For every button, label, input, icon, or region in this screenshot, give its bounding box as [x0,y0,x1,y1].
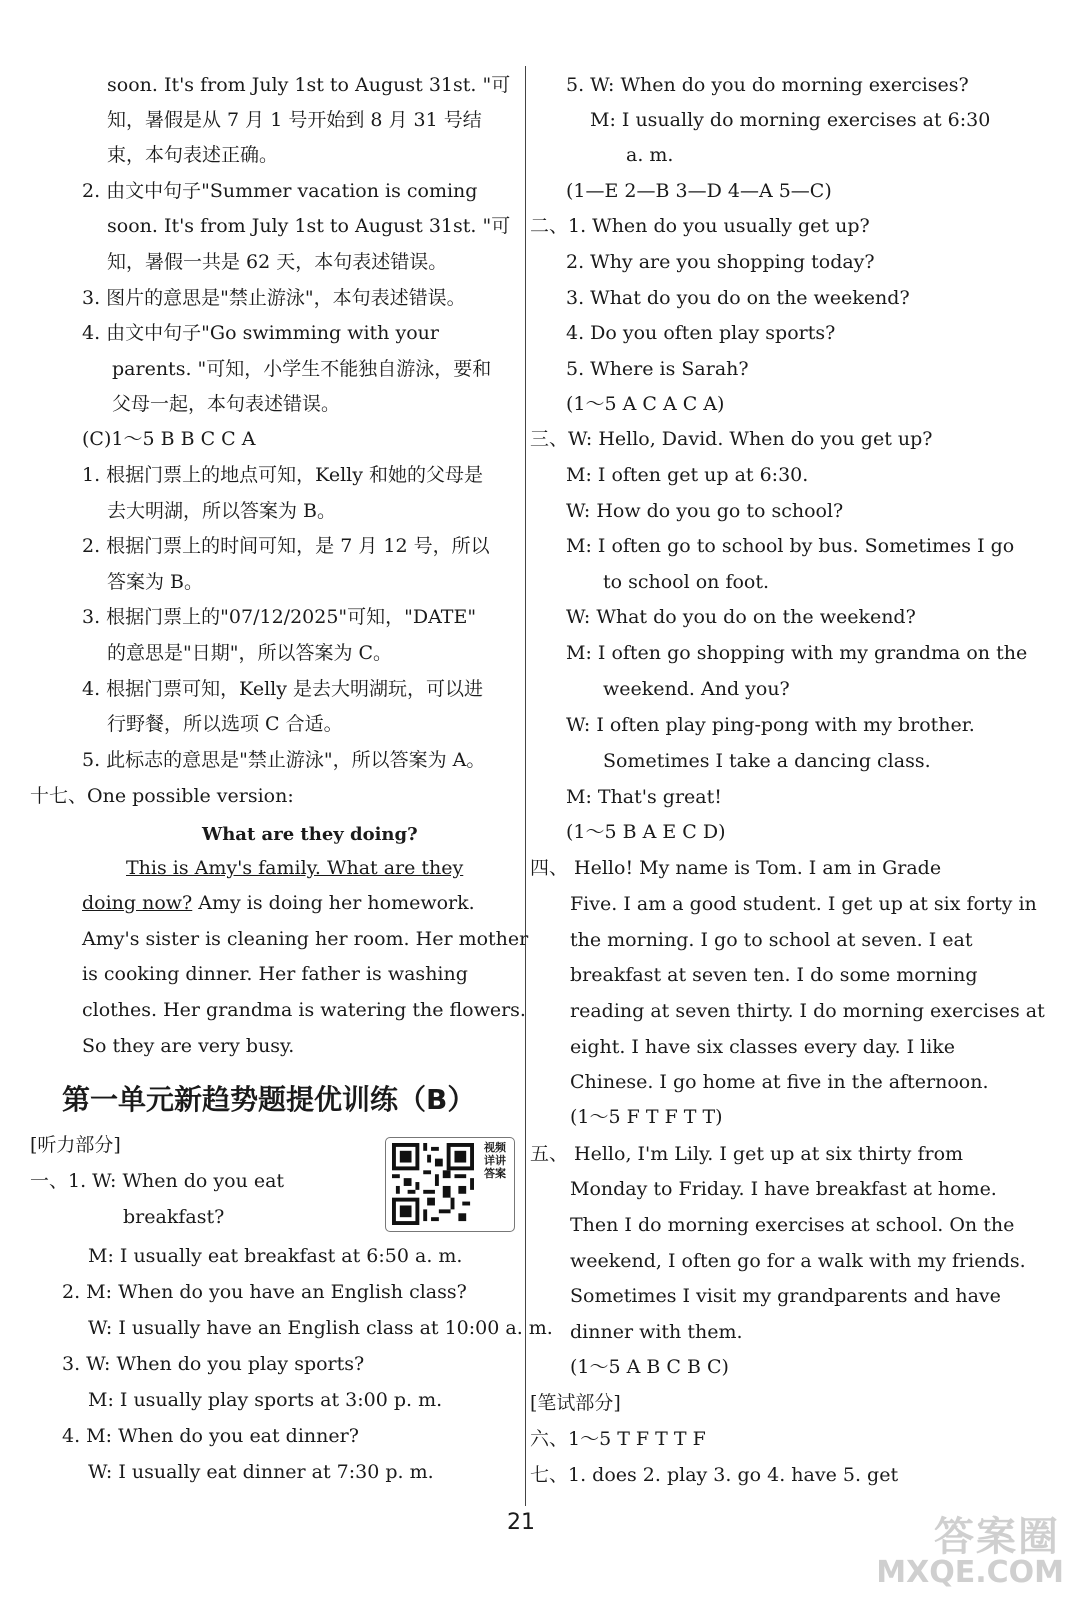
page-number: 21 [507,1510,535,1535]
dialogue-line: Sometimes I take a dancing class. [603,750,931,772]
dialogue-line: M: That's great! [566,786,722,808]
dialogue-line: W: I often play ping-pong with my brother. [566,714,975,736]
passage-line: Sometimes I visit my grandparents and have [570,1285,1001,1307]
qr-code-box[interactable] [385,1137,515,1232]
passage-line: weekend, I often go for a walk with my friends. [570,1250,1026,1272]
text-line: 4. 根据门票可知，Kelly 是去大明湖玩，可以进 [82,678,484,700]
watermark-url: MXQE.COM [876,1555,1064,1590]
text-line: 3. 图片的意思是"禁止游泳"，本句表述错误。 [82,287,466,309]
answer-line: (1～5 F T F T T) [570,1106,723,1128]
question-line: 4. Do you often play sports? [566,322,836,344]
essay-line: So they are very busy. [82,1035,295,1057]
qr-code-icon [392,1143,474,1225]
dialogue-line: 3. W: When do you play sports? [62,1353,365,1375]
passage-line: 四、 Hello! My name is Tom. I am in Grade [530,857,942,879]
dialogue-line: M: I usually do morning exercises at 6:30 [590,109,991,131]
qr-caption: 视频详讲答案 [484,1141,506,1180]
passage-line: Five. I am a good student. I get up at six forty in [570,893,1037,915]
essay-text: Amy is doing her homework. [192,892,475,914]
text-line: 2. 由文中句子"Summer vacation is coming [82,180,478,202]
dialogue-line: M: I often go shopping with my grandma on the [566,642,1028,664]
passage-line: Then I do morning exercises at school. On the [570,1214,1015,1236]
dialogue-line: M: I usually eat breakfast at 6:50 a. m. [88,1245,463,1267]
dialogue-line: to school on foot. [603,571,770,593]
dialogue-line: W: How do you go to school? [566,500,844,522]
dialogue-line: breakfast? [123,1206,225,1228]
passage-line: Monday to Friday. I have breakfast at home. [570,1178,997,1200]
passage-line: eight. I have six classes every day. I like [570,1036,956,1058]
text-line: parents. "可知，小学生不能独自游泳，要和 [112,358,492,380]
watermark-logo [876,1505,1070,1595]
dialogue-line: M: I usually play sports at 3:00 p. m. [88,1389,443,1411]
unit-heading: 第一单元新趋势题提优训练（B） [62,1083,476,1116]
dialogue-line: 一、1. W: When do you eat [30,1170,285,1192]
section-label: [听力部分] [30,1134,121,1156]
dialogue-line: 三、W: Hello, David. When do you get up? [530,428,933,450]
dialogue-line: a. m. [626,144,674,166]
text-line: 3. 根据门票上的"07/12/2025"可知，"DATE" [82,606,477,628]
essay-line [82,888,475,918]
question-line: 二、1. When do you usually get up? [530,215,870,237]
dialogue-line: 2. M: When do you have an English class? [62,1281,467,1303]
dialogue-line: weekend. And you? [603,678,790,700]
dialogue-line: W: I usually have an English class at 10:00 a. m. [88,1317,553,1339]
section-label: [笔试部分] [530,1392,621,1414]
passage-line: dinner with them. [570,1321,743,1343]
text-line: 知，暑假是从 7 月 1 号开始到 8 月 31 号结 [107,109,482,131]
dialogue-line: M: I often get up at 6:30. [566,464,809,486]
answer-line: 六、1～5 T F T T F [530,1428,706,1450]
text-line: 4. 由文中句子"Go swimming with your [82,322,439,344]
text-line: 答案为 B。 [107,571,204,593]
question-line: 2. Why are you shopping today? [566,251,875,273]
passage-line: breakfast at seven ten. I do some morning [570,964,978,986]
answer-line: (1—E 2—B 3—D 4—A 5—C) [566,180,832,202]
text-line: 1. 根据门票上的地点可知，Kelly 和她的父母是 [82,464,484,486]
text-line: 束，本句表述正确。 [107,144,279,166]
answer-line: (1～5 A C A C A) [566,393,725,415]
question-line: 5. Where is Sarah? [566,358,749,380]
dialogue-line: 5. W: When do you do morning exercises? [566,74,969,96]
text-line: 的意思是"日期"，所以答案为 C。 [107,642,393,664]
dialogue-line: M: I often go to school by bus. Sometimes I go [566,535,1015,557]
essay-line: This is Amy's family. What are they [126,857,464,879]
section-label: 十七、One possible version: [30,785,294,807]
dialogue-line: W: What do you do on the weekend? [566,606,916,628]
text-line: 知，暑假一共是 62 天，本句表述错误。 [107,251,448,273]
essay-title: What are they doing? [202,824,418,845]
answer-line: (C)1～5 B B C C A [82,428,256,450]
answer-line: 七、1. does 2. play 3. go 4. have 5. get [530,1464,899,1486]
essay-underlined-text: doing now? [82,892,193,914]
dialogue-line: 4. M: When do you eat dinner? [62,1425,359,1447]
passage-line: the morning. I go to school at seven. I eat [570,929,973,951]
question-line: 3. What do you do on the weekend? [566,287,910,309]
essay-line: is cooking dinner. Her father is washing [82,963,468,985]
text-line: 去大明湖，所以答案为 B。 [107,500,337,522]
passage-line: Chinese. I go home at five in the afternoon. [570,1071,989,1093]
essay-line: clothes. Her grandma is watering the flowers. [82,999,526,1021]
watermark-text: 答案圈 [934,1514,1060,1560]
passage-line: reading at seven thirty. I do morning exercises at [570,1000,1045,1022]
passage-line: 五、 Hello, I'm Lily. I get up at six thirty from [530,1143,964,1165]
answer-line: (1～5 B A E C D) [566,821,726,843]
answer-line: (1～5 A B C B C) [570,1356,729,1378]
column-divider [525,66,526,1506]
dialogue-line: W: I usually eat dinner at 7:30 p. m. [88,1461,434,1483]
text-line: soon. It's from July 1st to August 31st. "可 [107,74,511,96]
text-line: 5. 此标志的意思是"禁止游泳"，所以答案为 A。 [82,749,486,771]
text-line: 父母一起，本句表述错误。 [112,393,341,415]
text-line: 2. 根据门票上的时间可知，是 7 月 12 号，所以 [82,535,490,557]
essay-line: Amy's sister is cleaning her room. Her mother [82,928,529,950]
text-line: 行野餐，所以选项 C 合适。 [107,713,343,735]
text-line: soon. It's from July 1st to August 31st. "可 [107,215,511,237]
